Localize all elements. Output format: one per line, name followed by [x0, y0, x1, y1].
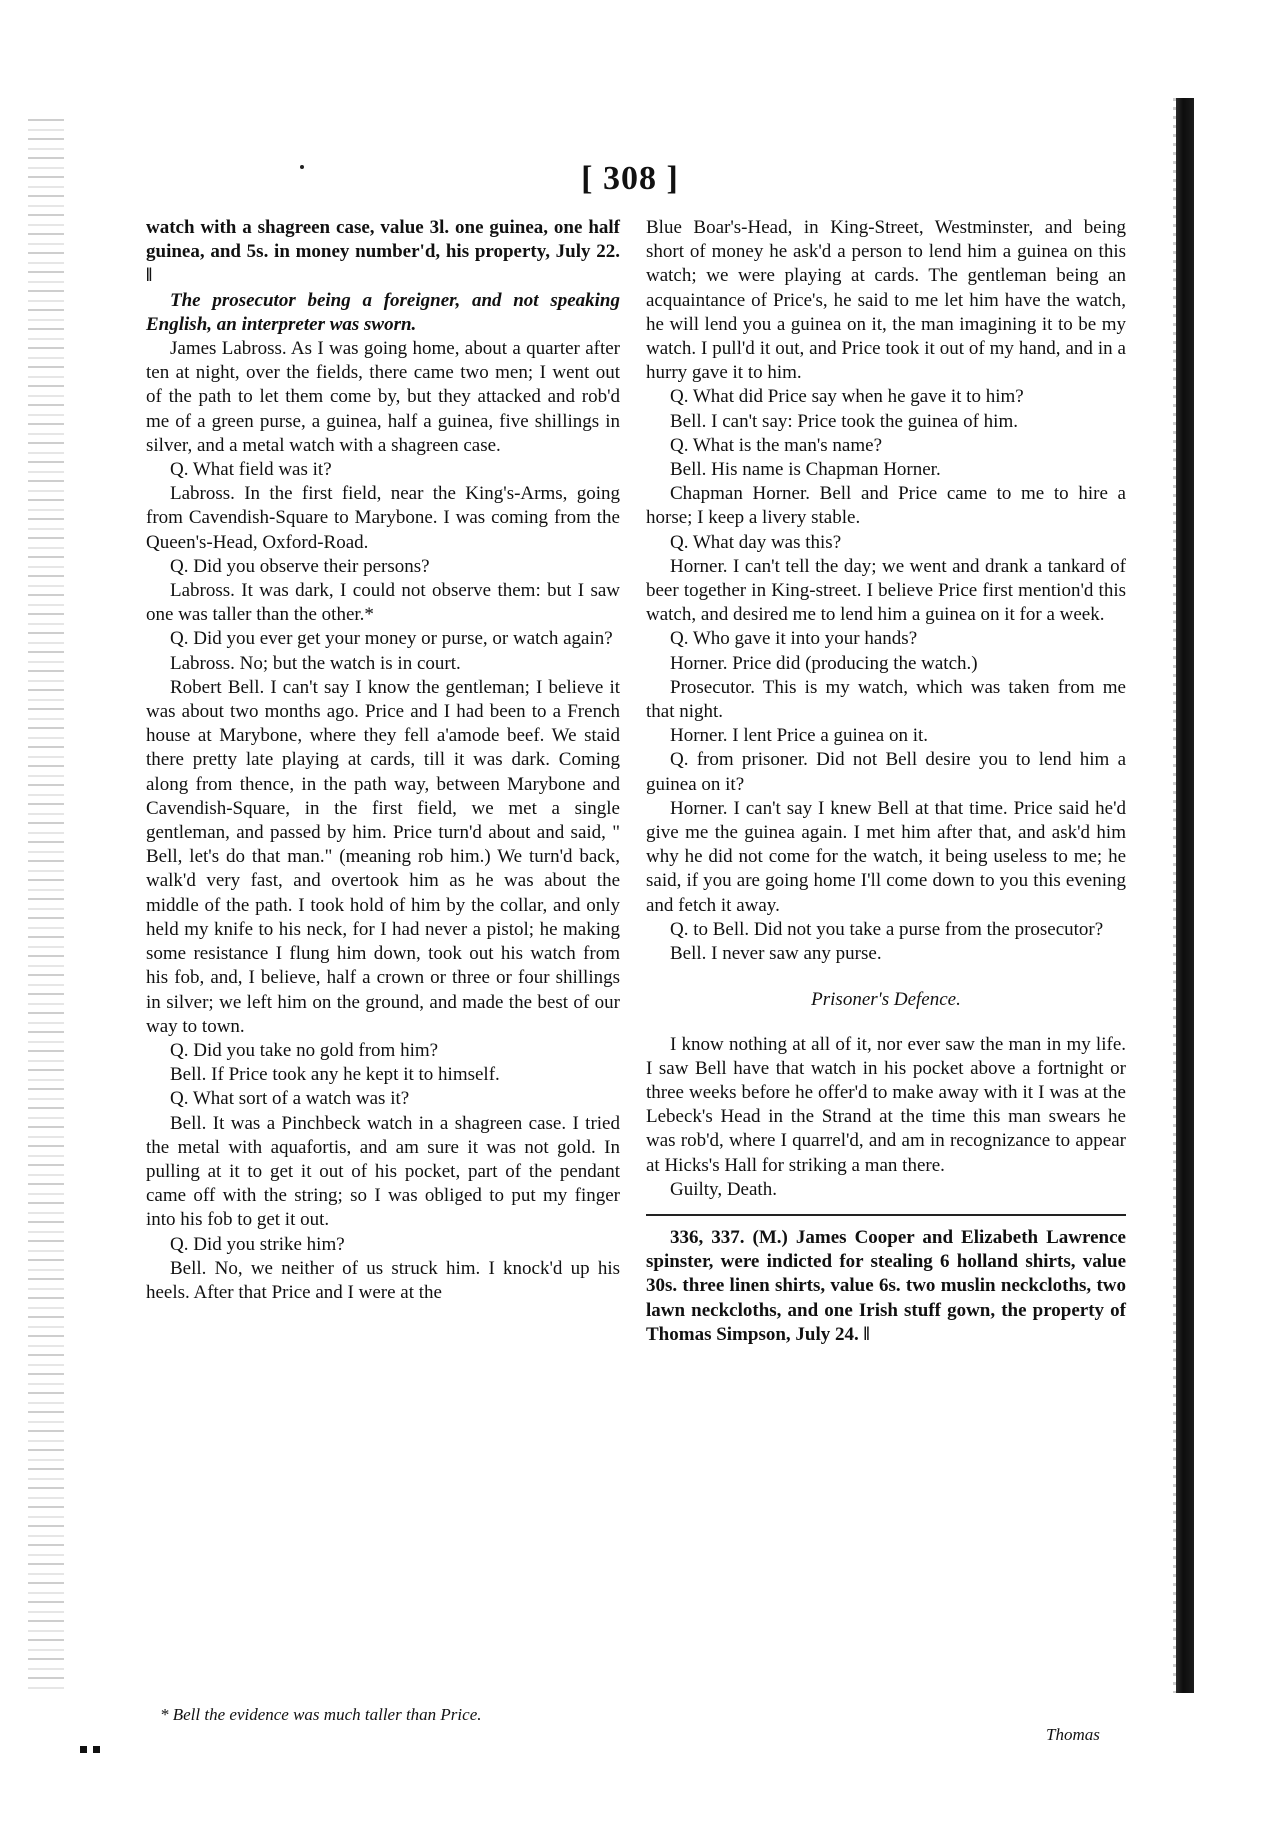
defence-heading: Prisoner's Defence.: [811, 989, 961, 1011]
question: Q. Who gave it into your hands?: [670, 628, 918, 650]
paragraph: Robert Bell. I can't say I know the gentleman; I believe it was about two months ago. Price and I had been to a French house at Marybone, where they fell a'amode beef. We staid there pretty late playing at cards, till it was dark. Coming along from thence, in the path way, between Marybone and Cavendish-Square, in the first field, we met a single gentleman, and passed by him. Price turn'd about and said, " Bell, let's do that man." (meaning rob him.) We turn'd back, walk'd very fast, and overtook him as he was about the middle of the path. I took hold of him by the collar, and only held my knife to his neck, for I had never a pistol; he making some resistance I flung him down, took out his watch from his fob, and, I believe, half a crown or three or four shillings in silver; we left him on the ground, and made the best of our way to town.: [146, 676, 620, 1037]
defence-text: I know nothing at all of it, nor ever saw the man in my life. I saw Bell have that watch in his pocket above a fortnight or three weeks before he offer'd to make away with it I was at the Lebeck's Head in the Strand at the time this man swears he was rob'd, where I quarrel'd, and am in recognizance to appear at Hicks's Hall for striking a man there.: [646, 1033, 1126, 1176]
question: Q. to Bell. Did not you take a purse from the prosecutor?: [670, 918, 1104, 940]
paragraph: watch with a shagreen case, value 3l. one guinea, one half guinea, and 5s. in money number'd, his property, July 22. ‖: [146, 217, 620, 287]
paragraph: Horner. I can't say I knew Bell at that time. Price said he'd give me the guinea again. I met him after that, and ask'd him why he did not come for the watch, it being useless to me; he said, if you are going home I'll come down to you this evening and fetch it away.: [646, 797, 1126, 916]
paragraph: Bell. No, we neither of us struck him. I knock'd up his heels. After that Price and I were at the: [146, 1257, 620, 1303]
left-column: [146, 216, 620, 1305]
paragraph: Horner. I lent Price a guinea on it.: [670, 725, 929, 747]
paragraph: Bell. His name is Chapman Horner.: [670, 459, 941, 481]
verdict: Guilty, Death.: [670, 1178, 777, 1200]
page-number: [ 308 ]: [581, 160, 679, 197]
paragraph: Blue Boar's-Head, in King-Street, Westminster, and being short of money he ask'd a person to lend him a guinea on this watch; we were playing at cards. The gentleman being an acquaintance of Price's, he said to me let him have the watch, he will lend you a guinea on it, the man imagining it to be my watch. I pull'd it out, and Price took it out of my hand, and in a hurry gave it to him.: [646, 217, 1126, 384]
question: Q. Did you observe their persons?: [170, 555, 430, 577]
question: Q. Did you strike him?: [170, 1233, 345, 1255]
question: Q. Did you take no gold from him?: [170, 1039, 439, 1061]
section-divider: [646, 1214, 1126, 1216]
paragraph: Labross. No; but the watch is in court.: [170, 652, 461, 674]
paragraph: Bell. I can't say: Price took the guinea of him.: [670, 410, 1018, 432]
paragraph: Bell. If Price took any he kept it to himself.: [170, 1064, 500, 1086]
right-column: [646, 216, 1126, 1347]
question: Q. from prisoner. Did not Bell desire you to lend him a guinea on it?: [646, 749, 1126, 795]
question: Q. What is the man's name?: [670, 434, 883, 456]
paragraph: Horner. I can't tell the day; we went and drank a tankard of beer together in King-street. I believe Price first mention'd this watch, and desired me to lend him a guinea on it for a week.: [646, 555, 1126, 626]
catchword: Thomas: [1046, 1725, 1100, 1744]
question: Q. Did you ever get your money or purse, or watch again?: [170, 628, 613, 650]
paragraph: Bell. It was a Pinchbeck watch in a shagreen case. I tried the metal with aquafortis, and am sure it was not gold. In pulling at it to get it out of his pocket, part of the pendant came off with the string; so I was obliged to put my finger into his fob to get it out.: [146, 1112, 620, 1231]
question: Q. What field was it?: [170, 459, 332, 481]
binding-edge-bar: [1176, 98, 1194, 1693]
question: Q. What day was this?: [670, 531, 842, 553]
footnote: * Bell the evidence was much taller than Price.: [160, 1705, 482, 1724]
paragraph: Prosecutor. This is my watch, which was taken from me that night.: [646, 676, 1126, 723]
question: Q. What sort of a watch was it?: [170, 1088, 410, 1110]
scan-edge-noise: [28, 112, 64, 1692]
interpreter-note: The prosecutor being a foreigner, and not speaking English, an interpreter was sworn.: [146, 289, 620, 335]
paragraph: James Labross. As I was going home, about a quarter after ten at night, over the fields, there came two men; I went out of the path to let them come by, but they attacked and rob'd me of a green purse, a guinea, half a guinea, five shillings in silver, and a metal watch with a shagreen case.: [146, 338, 620, 456]
paragraph: Bell. I never saw any purse.: [670, 943, 882, 965]
paragraph: Chapman Horner. Bell and Price came to me to hire a horse; I keep a livery stable.: [646, 483, 1126, 529]
stray-dot: [300, 165, 304, 169]
paragraph: Labross. It was dark, I could not observe them: but I saw one was taller than the other.*: [146, 580, 620, 626]
question: Q. What did Price say when he gave it to him?: [670, 386, 1024, 408]
corner-marks: [80, 1740, 106, 1758]
next-case: 336, 337. (M.) James Cooper and Elizabeth Lawrence spinster, were indicted for stealing 6 holland shirts, value 30s. three linen shirts, value 6s. two muslin neckcloths, two lawn neckcloths, and one Irish stuff gown, the property of Thomas Simpson, July 24. ‖: [646, 1226, 1126, 1345]
paragraph: Labross. In the first field, near the King's-Arms, going from Cavendish-Square to Marybone. I was coming from the Queen's-Head, Oxford-Road.: [146, 483, 620, 553]
paragraph: Horner. Price did (producing the watch.): [670, 652, 978, 674]
